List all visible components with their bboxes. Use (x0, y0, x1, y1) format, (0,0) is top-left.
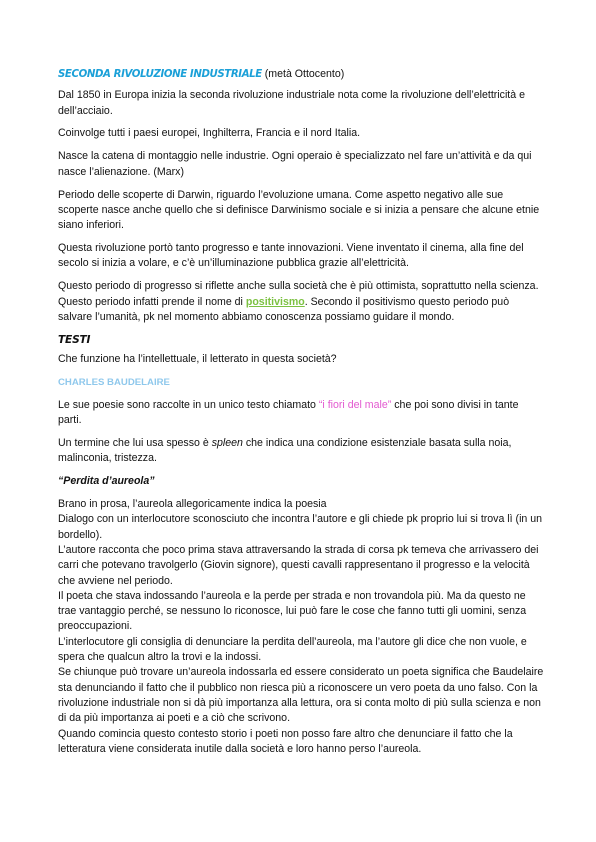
author-heading (58, 375, 544, 390)
analysis-line-3: L’autore racconta che poco prima stava attraversando la strada di corsa pk temeva che arrivassero dei carri che potevano travolgerlo (Giovin signore), questi cavalli rappresentano il progresso e la velocità che avviene nel periodo. (58, 543, 539, 587)
poems-title: “i fiori del male” (318, 398, 392, 411)
heading-subtitle: (metà Ottocento) (261, 68, 345, 80)
spleen-part-a: Un termine che lui usa spesso è (58, 436, 212, 449)
testi-question: Che funzione ha l’intellettuale, il letterato in questa società? (58, 353, 337, 366)
analysis-line-5: L’interlocutore gli consiglia di denunciare la perdita dell’aureola, ma l’autore gli dice che non vuole, e spera che qualcun altro la trovi e la indossi. (58, 635, 527, 664)
work-title (58, 474, 544, 489)
spleen-paragraph (58, 436, 544, 467)
testi-heading (58, 333, 544, 348)
analysis-block (58, 497, 544, 757)
document-body (58, 67, 544, 757)
spleen-word: spleen (211, 436, 243, 449)
analysis-line-6: Se chiunque può trovare un’aureola indossarla ed essere considerato un poeta significa che Baudelaire sta denunciando il fatto che il pubblico non riesca più a riconoscere un vero poeta da uno falso. Con la rivoluzione industriale non si dà più importanza alla lettura, ora si conta molto di più sulla scienza e non di da più importanza ai poeti e a ciò che scrivono. (58, 666, 544, 725)
analysis-line-4: Il poeta che stava indossando l’aureola e la perde per strada e non trovandola più. Ma da questo ne trae vantaggio perché, se nessuno lo riconosce, lui può fare le cose che fanno tutti gli uomini, senza preoccupazioni. (58, 589, 527, 633)
paragraph-6-part-c: . Secondo il positivismo questo periodo può salvare l’umanità, pk nel momento abbiamo conoscenza possiamo guidare il mondo. (58, 295, 510, 323)
paragraph-2: Coinvolge tutti i paesi europei, Inghilterra, Francia e il nord Italia. (58, 127, 361, 140)
testi-label: TESTI (58, 333, 91, 346)
heading-title: SECONDA RIVOLUZIONE INDUSTRIALE (58, 69, 262, 80)
work-title-text: “Perdita d’aureola” (58, 475, 155, 488)
paragraph-1: Dal 1850 in Europa inizia la seconda rivoluzione industriale nota come la rivoluzione dell’elettricità e dell’acciaio. (58, 89, 525, 117)
section-heading (58, 67, 544, 82)
paragraph-4: Periodo delle scoperte di Darwin, riguardo l’evoluzione umana. Come aspetto negativo alle sue scoperte nasce anche quello che si definisce Darwinismo sociale e si inizia a pensare che alcune etnie siano inferiori. (58, 188, 540, 232)
poems-paragraph (58, 398, 544, 429)
analysis-line-7: Quando comincia questo contesto storio i poeti non posso fare altro che denunciare il fatto che la letteratura viene considerata inutile dalla società e loro hanno perso l’aureola. (58, 727, 513, 755)
author-name: CHARLES BAUDELAIRE (58, 376, 170, 388)
paragraph-5: Questa rivoluzione portò tanto progresso e tante innovazioni. Viene inventato il cinema, alla fine del secolo si inizia a volare, e c’è un’illuminazione pubblica grazie all’elettricità. (58, 242, 524, 270)
positivismo-highlight: positivismo (245, 295, 305, 308)
spleen-part-b: che indica una condizione esistenziale basata sulla noia, malinconia, tristezza. (58, 436, 512, 465)
poems-part-b: che poi sono divisi in tante parti. (58, 398, 519, 427)
analysis-line-2: Dialogo con un interlocutore sconosciuto che incontra l’autore e gli chiede pk proprio lui si trova lì (in un bordello). (58, 513, 543, 541)
paragraph-6 (58, 279, 544, 325)
paragraph-3: Nasce la catena di montaggio nelle industrie. Ogni operaio è specializzato nel fare un’attività e da qui nasce l’alienazione. (Marx) (58, 150, 532, 178)
analysis-line-1: Brano in prosa, l’aureola allegoricamente indica la poesia (58, 498, 327, 511)
poems-part-a: Le sue poesie sono raccolte in un unico testo chiamato (58, 398, 319, 411)
paragraph-6-part-a: Questo periodo di progresso si riflette anche sulla società che è più ottimista, soprattutto nella scienza. Questo periodo infatti prende il nome di (58, 280, 539, 308)
